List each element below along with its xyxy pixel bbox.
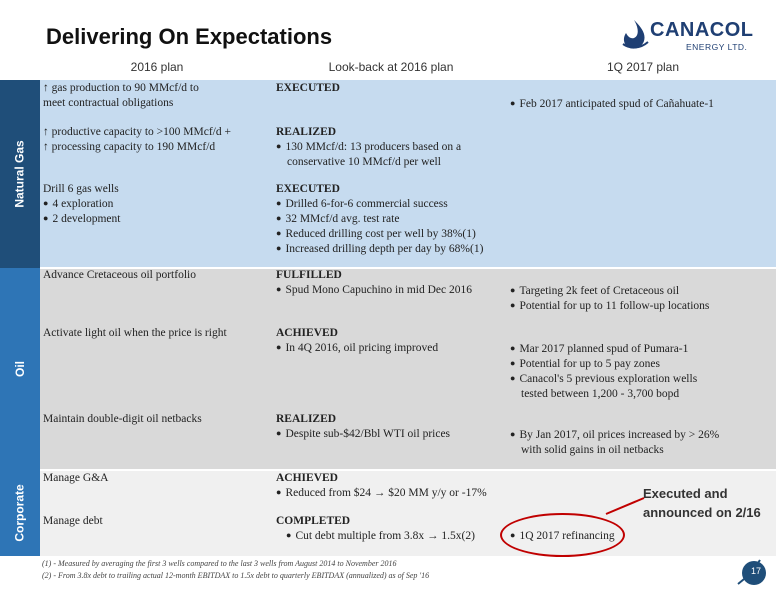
section-label-corporate: Corporate [0, 470, 40, 556]
oil-q1-cretaceous: ● Targeting 2k feet of Cretaceous oil ● Potential for up to 11 follow-up locations [510, 284, 709, 314]
column-header-look-back: Look-back at 2016 plan [328, 60, 454, 74]
gas-lookback-drilling: EXECUTED ● Drilled 6-for-6 commercial success ● 32 MMcf/d avg. test rate ● Reduced drilling cost per well by 38%(1) ● Increased drilling depth per day by 68%(1) [276, 182, 483, 257]
oil-lookback-netbacks: REALIZED ● Despite sub-$42/Bbl WTI oil prices [276, 412, 450, 442]
oil-lookback-cretaceous: FULFILLED ● Spud Mono Capuchino in mid Dec 2016 [276, 268, 472, 298]
section-label-natural-gas: Natural Gas [0, 80, 40, 268]
logo-wordmark: CANACOL [650, 19, 754, 41]
highlight-ellipse [500, 513, 625, 557]
column-header-1q-2017: 1Q 2017 plan [606, 60, 680, 74]
page-title: Delivering On Expectations [46, 24, 333, 49]
canacol-flame-icon [620, 18, 650, 52]
gas-lookback-capacity: REALIZED ● 130 MMcf/d: 13 producers based on a conservative 10 MMcf/d per well [276, 125, 461, 170]
corp-plan-ga: Manage G&A [43, 472, 109, 484]
gas-plan-capacity: ↑ productive capacity to >100 MMcf/d + ↑ processing capacity to 190 MMcf/d [43, 126, 231, 153]
oil-q1-prices: ● By Jan 2017, oil prices increased by > 26% with solid gains in oil netbacks [510, 428, 719, 458]
oil-q1-pumara: ● Mar 2017 planned spud of Pumara-1 ● Potential for up to 5 pay zones ● Canacol's 5 previous exploration wells tested between 1,200 - 3,700 bopd [510, 342, 697, 402]
corp-plan-debt: Manage debt [43, 515, 103, 527]
column-header-2016-plan: 2016 plan [130, 60, 184, 74]
oil-plan-cretaceous: Advance Cretaceous oil portfolio [43, 269, 196, 281]
section-label-oil: Oil [0, 268, 40, 470]
footnote-2: (2) - From 3.8x debt to trailing actual 12-month EBITDAX to 1.5x debt to quarterly EBITDAX (annualized) as of Sep '16 [42, 571, 430, 580]
oil-plan-netbacks: Maintain double-digit oil netbacks [43, 413, 202, 425]
page-number: 17 [751, 566, 762, 576]
logo-subtitle: ENERGY LTD. [686, 42, 748, 52]
corp-lookback-debt: COMPLETED ● Cut debt multiple from 3.8x → 1.5x(2) [276, 514, 475, 544]
oil-lookback-light-oil: ACHIEVED ● In 4Q 2016, oil pricing improved [276, 326, 438, 356]
gas-status-executed: EXECUTED [276, 82, 340, 94]
corp-lookback-ga: ACHIEVED ● Reduced from $24 → $20 MM y/y or -17% [276, 471, 487, 501]
gas-plan-drill-wells: Drill 6 gas wells ● 4 exploration ● 2 development [43, 182, 120, 227]
corp-q1-refinancing: ● 1Q 2017 refinancing [510, 529, 615, 544]
company-logo [620, 18, 752, 52]
gas-plan-production: ↑ gas production to 90 MMcf/d to meet contractual obligations [43, 82, 199, 109]
gas-q1-canahuate: ● Feb 2017 anticipated spud of Cañahuate-1 [510, 97, 714, 112]
oil-plan-light-oil: Activate light oil when the price is right [43, 327, 227, 339]
callout-executed-announced: Executed and announced on 2/16 [643, 486, 761, 520]
footnote-1: (1) - Measured by averaging the first 3 wells compared to the last 3 wells from August 2014 to November 2016 [42, 559, 397, 568]
callout-connector [600, 495, 648, 517]
